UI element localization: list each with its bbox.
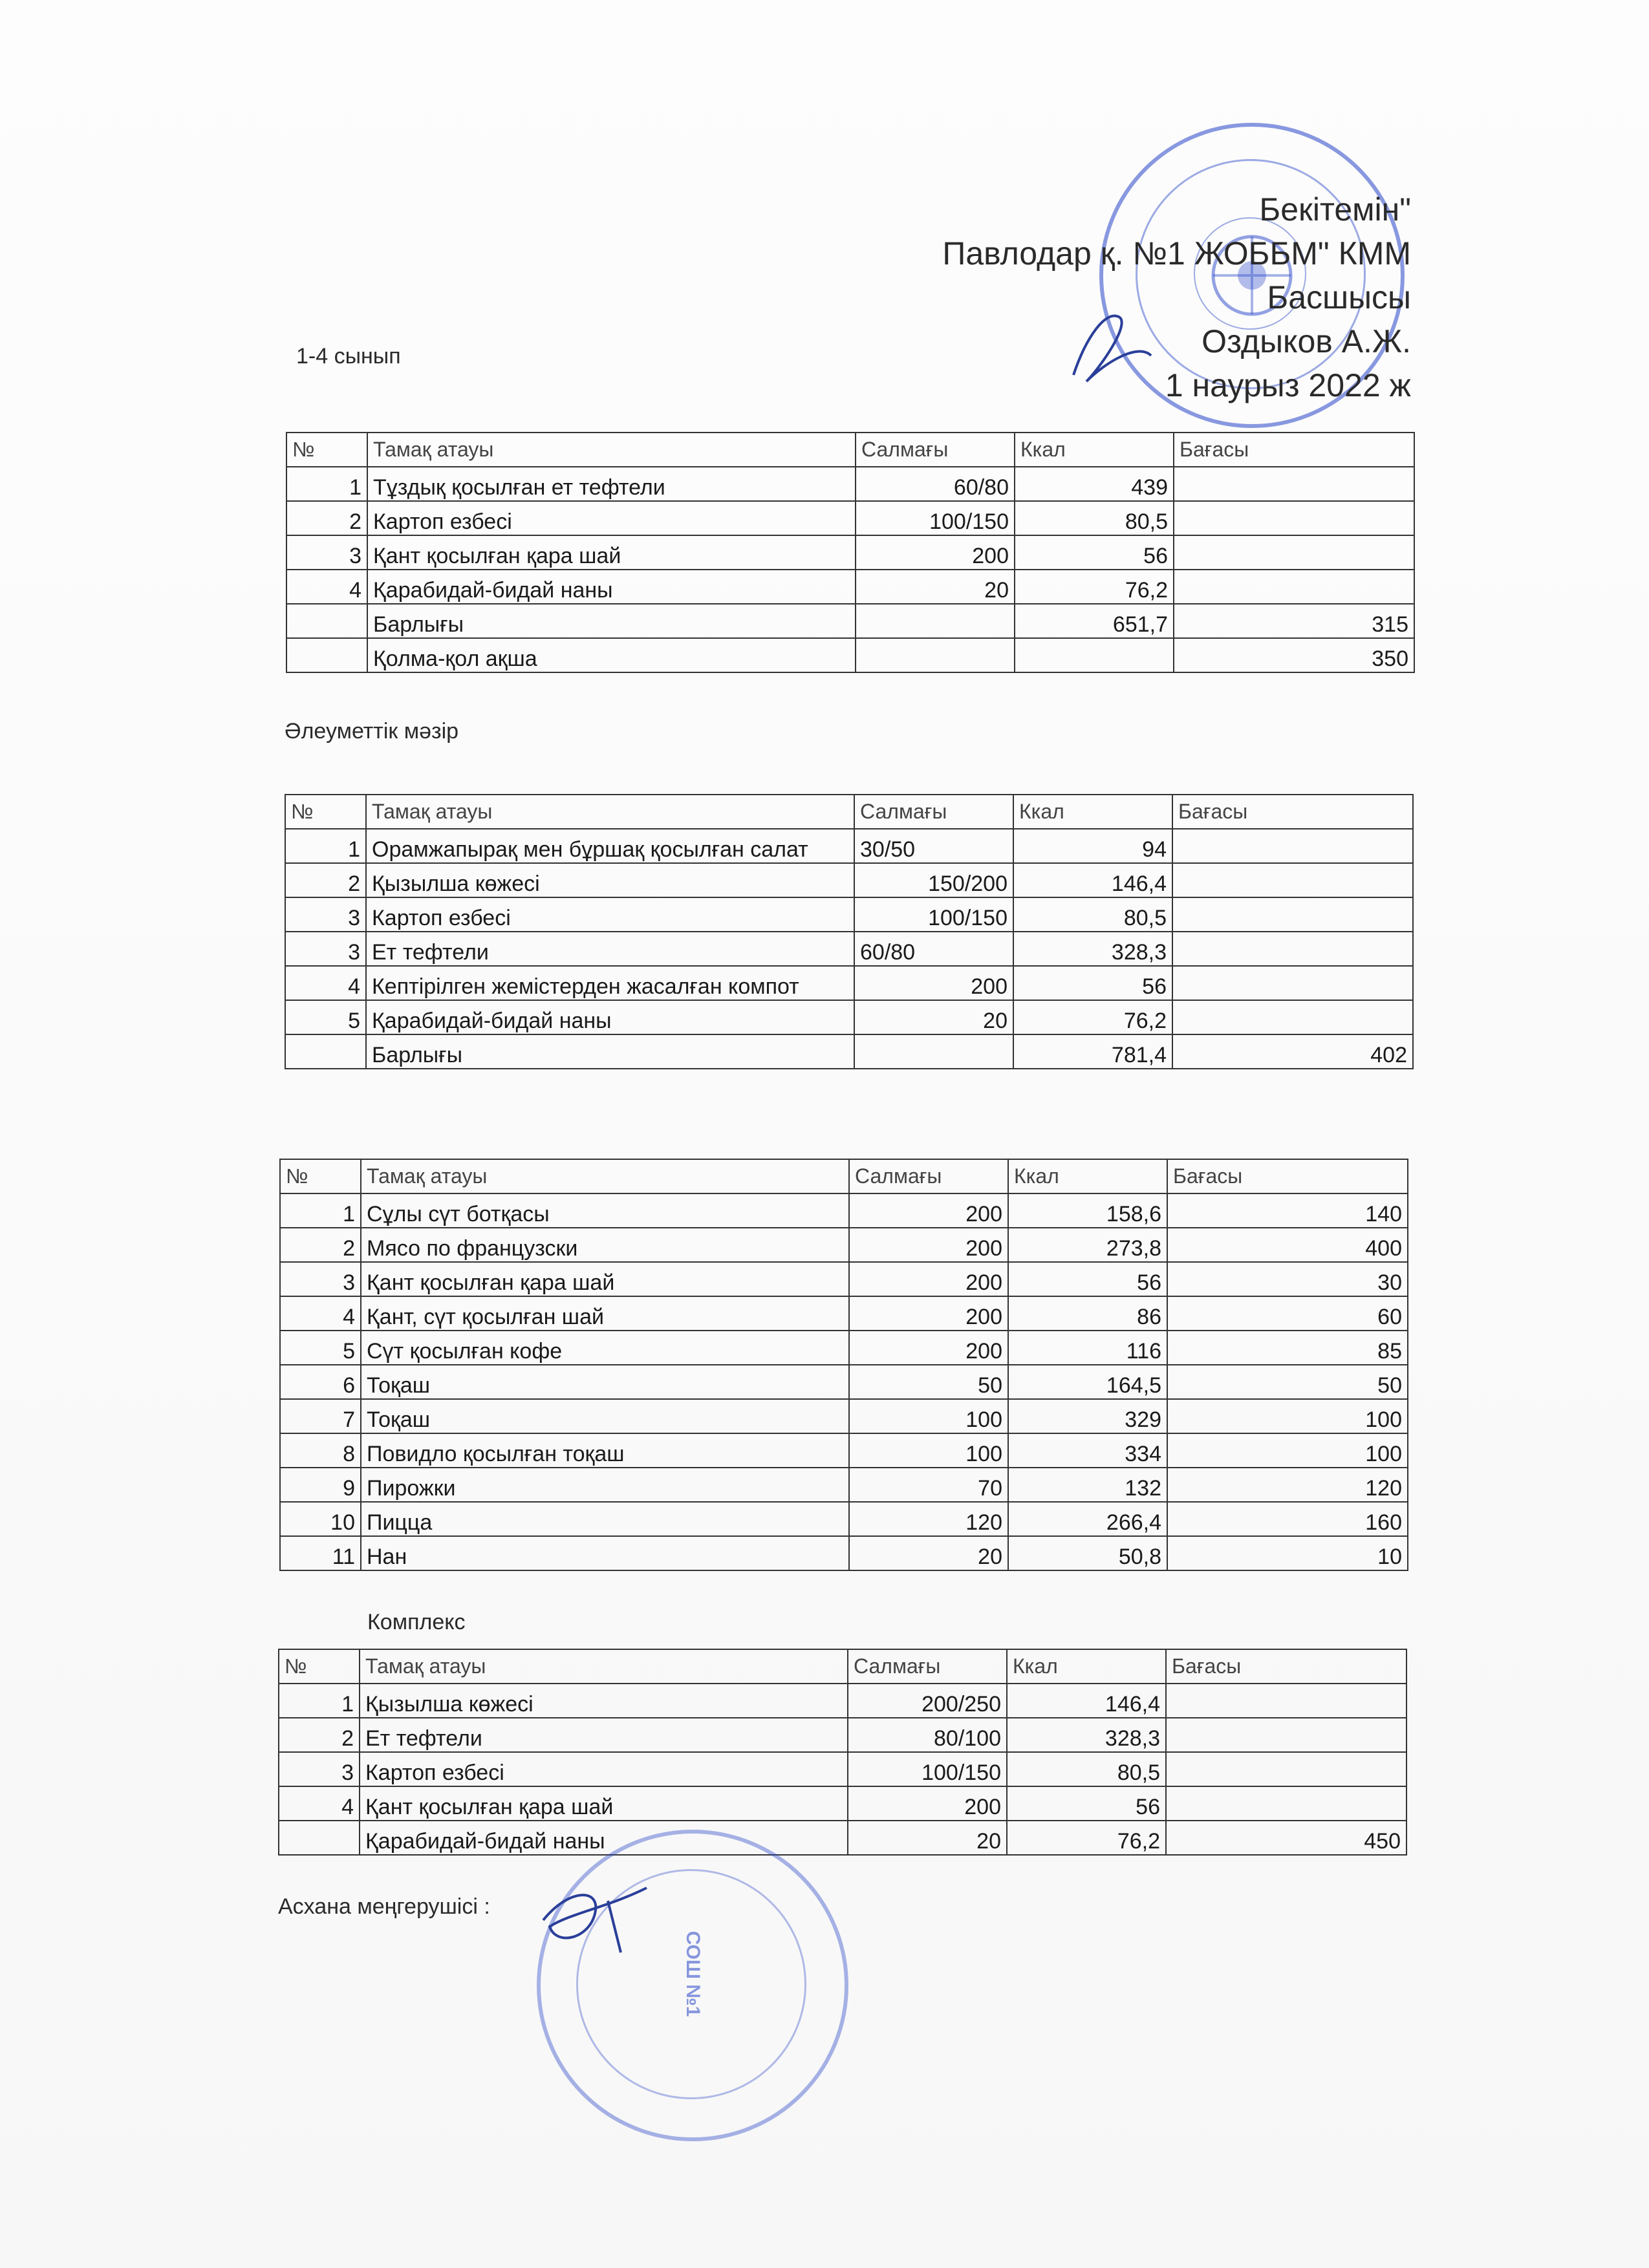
col-name: Тамақ атауы xyxy=(360,1649,848,1684)
cell-weight: 200 xyxy=(856,535,1015,570)
cell-no: 1 xyxy=(285,829,366,863)
col-no: № xyxy=(280,1159,361,1193)
col-kcal: Ккал xyxy=(1008,1159,1167,1193)
cell-kcal: 80,5 xyxy=(1015,501,1174,535)
table-row xyxy=(280,1331,1408,1365)
cell-no: 6 xyxy=(280,1365,361,1399)
cell-no: 2 xyxy=(286,501,367,535)
cash-row xyxy=(286,638,1414,672)
cell-weight: 200 xyxy=(849,1193,1008,1228)
table-row xyxy=(280,1536,1408,1570)
cell-weight: 200 xyxy=(848,1786,1007,1821)
cell-price xyxy=(1174,535,1414,570)
col-weight: Салмағы xyxy=(849,1159,1008,1193)
cell-price xyxy=(1172,829,1413,863)
table-row xyxy=(280,1433,1408,1468)
approval-line-2: Павлодар қ. №1 ЖОББМ" КММ xyxy=(942,235,1411,272)
cell-weight: 20 xyxy=(856,570,1015,604)
table-row xyxy=(285,863,1413,897)
cell-price xyxy=(1172,932,1413,966)
table-row xyxy=(279,1752,1406,1786)
cell-weight: 70 xyxy=(849,1468,1008,1502)
cell-kcal: 56 xyxy=(1007,1786,1166,1821)
approval-line-1: Бекітемін" xyxy=(1259,191,1411,228)
cell-no: 2 xyxy=(279,1718,360,1752)
cell-kcal: 76,2 xyxy=(1007,1821,1166,1855)
cell-name: Повидло қосылған тоқаш xyxy=(361,1433,849,1468)
table-row xyxy=(280,1296,1408,1331)
table-row xyxy=(286,535,1414,570)
cell-weight: 200 xyxy=(854,966,1013,1000)
cell-kcal: 76,2 xyxy=(1015,570,1174,604)
cell-no: 3 xyxy=(286,535,367,570)
seal-center-text: СОШ №1 xyxy=(682,1931,704,2017)
cash-label: Қолма-қол ақша xyxy=(367,638,856,672)
total-price: 315 xyxy=(1174,604,1414,638)
col-name: Тамақ атауы xyxy=(366,795,854,829)
cell-name: Сүт қосылған кофе xyxy=(361,1331,849,1365)
cell-kcal: 273,8 xyxy=(1008,1228,1167,1262)
cell-no: 4 xyxy=(280,1296,361,1331)
col-no: № xyxy=(286,433,367,467)
cell-kcal: 146,4 xyxy=(1007,1684,1166,1718)
cell-price xyxy=(1172,1000,1413,1034)
total-price: 402 xyxy=(1172,1034,1413,1069)
cell-name: Пицца xyxy=(361,1502,849,1536)
menu-table-grade xyxy=(286,432,1415,673)
cell-no: 1 xyxy=(279,1684,360,1718)
col-price: Бағасы xyxy=(1167,1159,1408,1193)
cell-weight: 200 xyxy=(849,1228,1008,1262)
cell-name: Орамжапырақ мен бұршақ қосылған салат xyxy=(366,829,854,863)
cell-kcal: 328,3 xyxy=(1007,1718,1166,1752)
cell-no: 4 xyxy=(279,1786,360,1821)
col-name: Тамақ атауы xyxy=(367,433,856,467)
col-no: № xyxy=(279,1649,360,1684)
cell-no: 4 xyxy=(286,570,367,604)
table-row xyxy=(279,1684,1406,1718)
cell-price xyxy=(1172,966,1413,1000)
cell-kcal: 266,4 xyxy=(1008,1502,1167,1536)
cell-price: 30 xyxy=(1167,1262,1408,1296)
cell-no: 2 xyxy=(285,863,366,897)
cell-price: 60 xyxy=(1167,1296,1408,1331)
cell-name: Қант, сүт қосылған шай xyxy=(361,1296,849,1331)
cell-no: 3 xyxy=(285,897,366,932)
total-row xyxy=(286,604,1414,638)
cell-price: 85 xyxy=(1167,1331,1408,1365)
cell-price xyxy=(1166,1718,1406,1752)
col-price: Бағасы xyxy=(1174,433,1414,467)
table-row xyxy=(285,897,1413,932)
cell-kcal: 116 xyxy=(1008,1331,1167,1365)
cell-name: Нан xyxy=(361,1536,849,1570)
cell-weight: 200 xyxy=(849,1296,1008,1331)
cell-kcal: 164,5 xyxy=(1008,1365,1167,1399)
cell-price: 100 xyxy=(1167,1433,1408,1468)
cell-price: 100 xyxy=(1167,1399,1408,1433)
total-row xyxy=(285,1034,1413,1069)
grade-caption: 1-4 сынып xyxy=(296,344,401,369)
table-row xyxy=(279,1786,1406,1821)
cell-no: 4 xyxy=(285,966,366,1000)
cell-no: 10 xyxy=(280,1502,361,1536)
cell-kcal: 132 xyxy=(1008,1468,1167,1502)
cell-name: Тұздық қосылған ет тефтели xyxy=(367,467,856,501)
table-row xyxy=(279,1821,1406,1855)
cell-weight: 20 xyxy=(849,1536,1008,1570)
table-row xyxy=(286,501,1414,535)
cell-price: 140 xyxy=(1167,1193,1408,1228)
cell-weight: 100 xyxy=(849,1433,1008,1468)
complex-caption: Комплекс xyxy=(367,1610,466,1634)
cell-weight: 100/150 xyxy=(856,501,1015,535)
cell-name: Пирожки xyxy=(361,1468,849,1502)
total-kcal: 651,7 xyxy=(1015,604,1174,638)
cell-kcal: 56 xyxy=(1013,966,1172,1000)
cell-name: Картоп езбесі xyxy=(360,1752,848,1786)
menu-table-social xyxy=(285,794,1414,1069)
table-row xyxy=(286,570,1414,604)
cell-name: Сұлы сүт ботқасы xyxy=(361,1193,849,1228)
col-no: № xyxy=(285,795,366,829)
col-weight: Салмағы xyxy=(856,433,1015,467)
cell-no: 1 xyxy=(286,467,367,501)
cell-weight: 20 xyxy=(848,1821,1007,1855)
col-weight: Салмағы xyxy=(854,795,1013,829)
social-caption: Әлеуметтік мәзір xyxy=(285,719,459,744)
head-cook-signature xyxy=(530,1875,673,1965)
cell-name: Кептірілген жемістерден жасалған компот xyxy=(366,966,854,1000)
cell-no: 3 xyxy=(279,1752,360,1786)
table-row xyxy=(280,1399,1408,1433)
cell-price: 160 xyxy=(1167,1502,1408,1536)
cell-name: Қызылша көжесі xyxy=(360,1684,848,1718)
cell-price xyxy=(1172,863,1413,897)
cell-kcal: 50,8 xyxy=(1008,1536,1167,1570)
approval-line-4: Оздыков А.Ж. xyxy=(1202,323,1411,359)
cell-price xyxy=(1174,467,1414,501)
cash-price: 350 xyxy=(1174,638,1414,672)
cell-weight: 30/50 xyxy=(854,829,1013,863)
cell-kcal: 86 xyxy=(1008,1296,1167,1331)
cell-name: Мясо по французски xyxy=(361,1228,849,1262)
cell-price: 50 xyxy=(1167,1365,1408,1399)
table-row xyxy=(280,1502,1408,1536)
cell-name: Қант қосылған қара шай xyxy=(367,535,856,570)
cell-kcal: 76,2 xyxy=(1013,1000,1172,1034)
cell-kcal: 80,5 xyxy=(1007,1752,1166,1786)
cell-price xyxy=(1166,1684,1406,1718)
table-row xyxy=(285,932,1413,966)
cell-name: Картоп езбесі xyxy=(367,501,856,535)
table-header xyxy=(285,795,1413,829)
cell-no: 5 xyxy=(285,1000,366,1034)
cell-weight: 20 xyxy=(854,1000,1013,1034)
cell-price xyxy=(1174,570,1414,604)
cell-weight: 80/100 xyxy=(848,1718,1007,1752)
cell-price xyxy=(1166,1752,1406,1786)
cell-weight: 100 xyxy=(849,1399,1008,1433)
table-row xyxy=(285,1000,1413,1034)
cell-no: 3 xyxy=(280,1262,361,1296)
col-price: Бағасы xyxy=(1166,1649,1406,1684)
menu-table-buffet xyxy=(279,1159,1408,1571)
table-row xyxy=(280,1365,1408,1399)
table-row xyxy=(280,1262,1408,1296)
cell-price: 10 xyxy=(1167,1536,1408,1570)
cell-kcal: 329 xyxy=(1008,1399,1167,1433)
cell-weight: 100/150 xyxy=(848,1752,1007,1786)
table-row xyxy=(285,829,1413,863)
cell-no: 11 xyxy=(280,1536,361,1570)
cell-weight: 100/150 xyxy=(854,897,1013,932)
cell-kcal: 80,5 xyxy=(1013,897,1172,932)
cell-no: 9 xyxy=(280,1468,361,1502)
col-kcal: Ккал xyxy=(1007,1649,1166,1684)
menu-table-complex xyxy=(278,1649,1407,1856)
cell-kcal: 158,6 xyxy=(1008,1193,1167,1228)
cell-no: 2 xyxy=(280,1228,361,1262)
cell-price: 450 xyxy=(1166,1821,1406,1855)
cell-name: Қарабидай-бидай наны xyxy=(360,1821,848,1855)
table-row xyxy=(280,1193,1408,1228)
cell-weight: 200/250 xyxy=(848,1684,1007,1718)
col-name: Тамақ атауы xyxy=(361,1159,849,1193)
cell-name: Қарабидай-бидай наны xyxy=(367,570,856,604)
cell-weight: 200 xyxy=(849,1331,1008,1365)
approval-line-5: 1 наурыз 2022 ж xyxy=(1165,367,1411,403)
table-row xyxy=(285,966,1413,1000)
table-header xyxy=(279,1649,1406,1684)
cell-no: 8 xyxy=(280,1433,361,1468)
cell-no: 7 xyxy=(280,1399,361,1433)
cell-weight: 150/200 xyxy=(854,863,1013,897)
cell-name: Қант қосылған қара шай xyxy=(361,1262,849,1296)
cell-weight: 200 xyxy=(849,1262,1008,1296)
cell-kcal: 56 xyxy=(1015,535,1174,570)
cell-price xyxy=(1166,1786,1406,1821)
approval-line-3: Басшысы xyxy=(1267,279,1411,316)
cell-name: Картоп езбесі xyxy=(366,897,854,932)
cell-no: 1 xyxy=(280,1193,361,1228)
cell-price: 400 xyxy=(1167,1228,1408,1262)
cell-name: Тоқаш xyxy=(361,1399,849,1433)
cell-name: Ет тефтели xyxy=(360,1718,848,1752)
cell-weight: 60/80 xyxy=(854,932,1013,966)
director-signature xyxy=(1061,297,1164,394)
cell-weight: 120 xyxy=(849,1502,1008,1536)
total-kcal: 781,4 xyxy=(1013,1034,1172,1069)
table-row xyxy=(286,467,1414,501)
cell-kcal: 146,4 xyxy=(1013,863,1172,897)
cell-price xyxy=(1174,501,1414,535)
cell-weight: 50 xyxy=(849,1365,1008,1399)
cell-kcal: 328,3 xyxy=(1013,932,1172,966)
col-kcal: Ккал xyxy=(1015,433,1174,467)
cell-kcal: 94 xyxy=(1013,829,1172,863)
col-price: Бағасы xyxy=(1172,795,1413,829)
col-kcal: Ккал xyxy=(1013,795,1172,829)
cell-name: Қызылша көжесі xyxy=(366,863,854,897)
cell-name: Қарабидай-бидай наны xyxy=(366,1000,854,1034)
cell-kcal: 439 xyxy=(1015,467,1174,501)
cell-name: Тоқаш xyxy=(361,1365,849,1399)
cell-kcal: 56 xyxy=(1008,1262,1167,1296)
cell-name: Қант қосылған қара шай xyxy=(360,1786,848,1821)
total-label: Барлығы xyxy=(366,1034,854,1069)
cell-no: 5 xyxy=(280,1331,361,1365)
cell-kcal: 334 xyxy=(1008,1433,1167,1468)
total-label: Барлығы xyxy=(367,604,856,638)
table-header xyxy=(286,433,1414,467)
cell-no xyxy=(279,1821,360,1855)
table-row xyxy=(280,1468,1408,1502)
table-row xyxy=(279,1718,1406,1752)
cell-no: 3 xyxy=(285,932,366,966)
cell-price: 120 xyxy=(1167,1468,1408,1502)
cell-weight: 60/80 xyxy=(856,467,1015,501)
col-weight: Салмағы xyxy=(848,1649,1007,1684)
cell-name: Ет тефтели xyxy=(366,932,854,966)
cell-price xyxy=(1172,897,1413,932)
head-cook-caption: Асхана меңгерушісі : xyxy=(278,1894,490,1919)
table-row xyxy=(280,1228,1408,1262)
approval-block xyxy=(942,187,1411,407)
table-header xyxy=(280,1159,1408,1193)
